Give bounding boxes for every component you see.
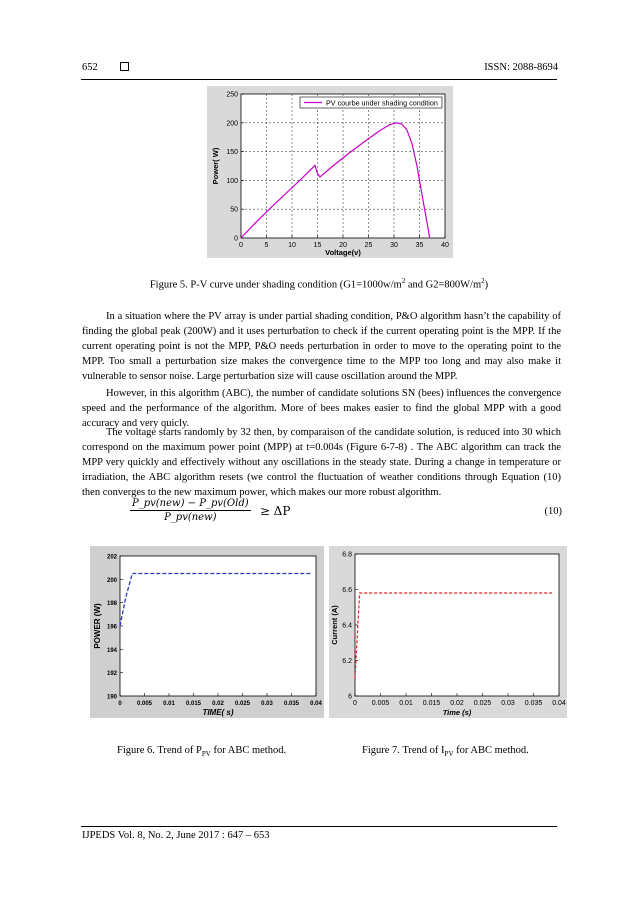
fig7-tick-label-x: 0	[353, 700, 357, 707]
issn: ISSN: 2088-8694	[484, 62, 558, 73]
figure-5-caption-text-3: )	[484, 279, 489, 291]
fig5-tick-label-x: 20	[339, 242, 347, 249]
fig5-ylabel: Power( W)	[211, 147, 220, 185]
fig5-tick-label-y: 0	[234, 235, 238, 243]
figure-6-svg	[90, 546, 324, 718]
fig7-tick-label-y: 6.6	[342, 587, 352, 594]
fig7-ylabel: Current (A)	[330, 605, 339, 645]
figure-5-chart	[207, 86, 453, 258]
fig7-tick-label-y: 6.4	[342, 622, 352, 630]
fig7-xlabel: Time (s)	[442, 708, 472, 717]
equation-relation: ≥ ΔP	[259, 503, 291, 518]
fig7-tick-label-x: 0.015	[422, 700, 441, 707]
equation-fraction	[130, 498, 251, 523]
fig5-tick-label-x: 10	[288, 242, 296, 249]
fig6-tick-label-x: 0.01	[163, 701, 175, 707]
figure-6-caption-sub: PV	[201, 750, 211, 759]
figure-6-caption-text: Figure 6. Trend of P	[117, 745, 202, 756]
fig7-tick-label-x: 0.02	[450, 700, 464, 707]
header-rule	[81, 79, 557, 80]
fig6-tick-label-x: 0.02	[212, 701, 224, 707]
fig6-tick-label-y: 190	[106, 694, 117, 701]
fig6-tick-label-x: 0.015	[185, 701, 202, 707]
fig6-tick-label-x: 0.005	[136, 701, 153, 707]
fig6-tick-label-x: 0.025	[234, 701, 251, 707]
fig5-tick-label-y: 100	[226, 177, 238, 185]
fig7-tick-label-x: 0.01	[399, 700, 413, 707]
fig7-tick-label-y: 6.2	[342, 658, 352, 665]
figure-5-caption-text: Figure 5. P-V curve under shading condition (G1=1000w/m	[149, 279, 402, 291]
fig6-tick-label-x: 0.04	[310, 701, 322, 707]
figure-6-caption-tail: for ABC method.	[210, 745, 287, 756]
fig5-tick-label-x: 15	[313, 242, 322, 249]
fig5-xlabel: Voltage(v)	[325, 248, 361, 257]
figure-7-svg	[329, 546, 567, 718]
fig6-plot-area	[120, 556, 316, 696]
fig6-tick-label-y: 200	[106, 577, 117, 584]
fig7-tick-label-x: 0.005	[371, 700, 390, 707]
fig5-tick-label-x: 0	[239, 242, 243, 249]
fig5-tick-label-x: 40	[441, 242, 449, 249]
fig6-ylabel: POWER (W)	[93, 603, 102, 649]
figure-5-caption-sup-1: 2	[401, 277, 406, 285]
fig5-tick-label-x: 25	[364, 242, 373, 249]
figure-7-caption	[362, 745, 529, 758]
figure-5-svg	[207, 86, 453, 258]
figure-7-caption-sub: PV	[444, 750, 454, 759]
fig7-tick-label-y: 6	[348, 693, 352, 701]
fig6-tick-label-x: 0.03	[261, 701, 273, 707]
fig7-tick-label-x: 0.04	[552, 700, 566, 707]
fig6-tick-label-y: 202	[106, 554, 117, 561]
paragraph-3: The voltage starts randomly by 32 then, by comparaison of the candidate solution, is reduced into 30 which correspond on the maximum power point (MPP) at t=0.004s (Figure 6-7-8) . The ABC algorithm can track the MPP very quickly and effectively without any oscillations in the steady state. During a change in temperature or irradiation, the ABC algorithm resets (we control the fluctuation of weather conditions through Equation (10) then converges to the new maximum power, which makes our more robust algorithm.	[82, 427, 561, 498]
footer-citation: IJPEDS Vol. 8, No. 2, June 2017 : 647 – 653	[82, 830, 270, 841]
fig5-tick-label-x: 30	[390, 242, 398, 249]
fig6-xlabel: TIME( s)	[202, 708, 234, 717]
figure-5-caption-sup-2: 2	[481, 277, 485, 285]
paragraph-1: In a situation where the PV array is under partial shading condition, P&O algorithm hasn’t the capability of finding the global peak (200W) and it uses perturbation to check if the current operating point is the MPP. If the current operating point is not the MPP, P&O needs perturbation in order to move to the operating point to the MPP. Too small a perturbation size makes the convergence time to the MPP too long and may also make it vulnerable to sensor noise. Large perturbation size will cause oscillation around the MPP.	[82, 311, 561, 382]
page-number: 652	[82, 62, 98, 73]
fig6-tick-label-y: 198	[106, 601, 117, 608]
paragraph-2: However, in this algorithm (ABC), the number of candidate solutions SN (bees) influences the convergence speed and the performance of the algorithm. More of bees makes easier to find the global MPP with a good accuracy and very quicly.	[82, 388, 561, 429]
figure-7-caption-tail: for ABC method.	[453, 745, 529, 756]
figure-5-caption-text-2: and G2=800W/m	[405, 279, 482, 291]
fig7-tick-label-x: 0.03	[501, 700, 515, 707]
fig7-tick-label-y: 6.8	[342, 551, 352, 559]
figure-5-caption	[0, 277, 638, 291]
fig5-legend-label: PV courbe under shading condition	[326, 98, 438, 108]
fig6-tick-label-y: 192	[106, 671, 117, 678]
equation-number: (10)	[544, 506, 562, 517]
fig6-tick-label-x: 0	[118, 701, 122, 707]
fig5-tick-label-x: 35	[415, 242, 424, 249]
fig6-tick-label-y: 196	[106, 624, 117, 631]
fig6-tick-label-x: 0.035	[283, 701, 300, 707]
fig5-tick-label-y: 250	[226, 91, 238, 99]
footer-rule	[81, 826, 557, 827]
equation-numerator: P_pv(new) − P_pv(Old)	[132, 498, 249, 509]
header-square-icon	[120, 62, 129, 71]
equation-denominator: P_pv(new)	[164, 512, 217, 523]
fig7-tick-label-x: 0.025	[473, 700, 492, 707]
figure-7-chart	[329, 546, 567, 718]
figure-6-chart	[90, 546, 324, 718]
equation-10	[130, 498, 290, 523]
fig7-tick-label-x: 0.035	[524, 700, 543, 707]
fig5-tick-label-y: 150	[226, 149, 238, 157]
fig5-tick-label-y: 50	[230, 206, 238, 214]
fig6-tick-label-y: 194	[106, 647, 117, 654]
fig5-tick-label-x: 5	[264, 242, 269, 249]
fig5-tick-label-y: 200	[226, 120, 238, 128]
figure-7-caption-text: Figure 7. Trend of I	[362, 745, 445, 756]
figure-6-caption	[117, 745, 286, 758]
fig7-plot-area	[355, 554, 559, 696]
